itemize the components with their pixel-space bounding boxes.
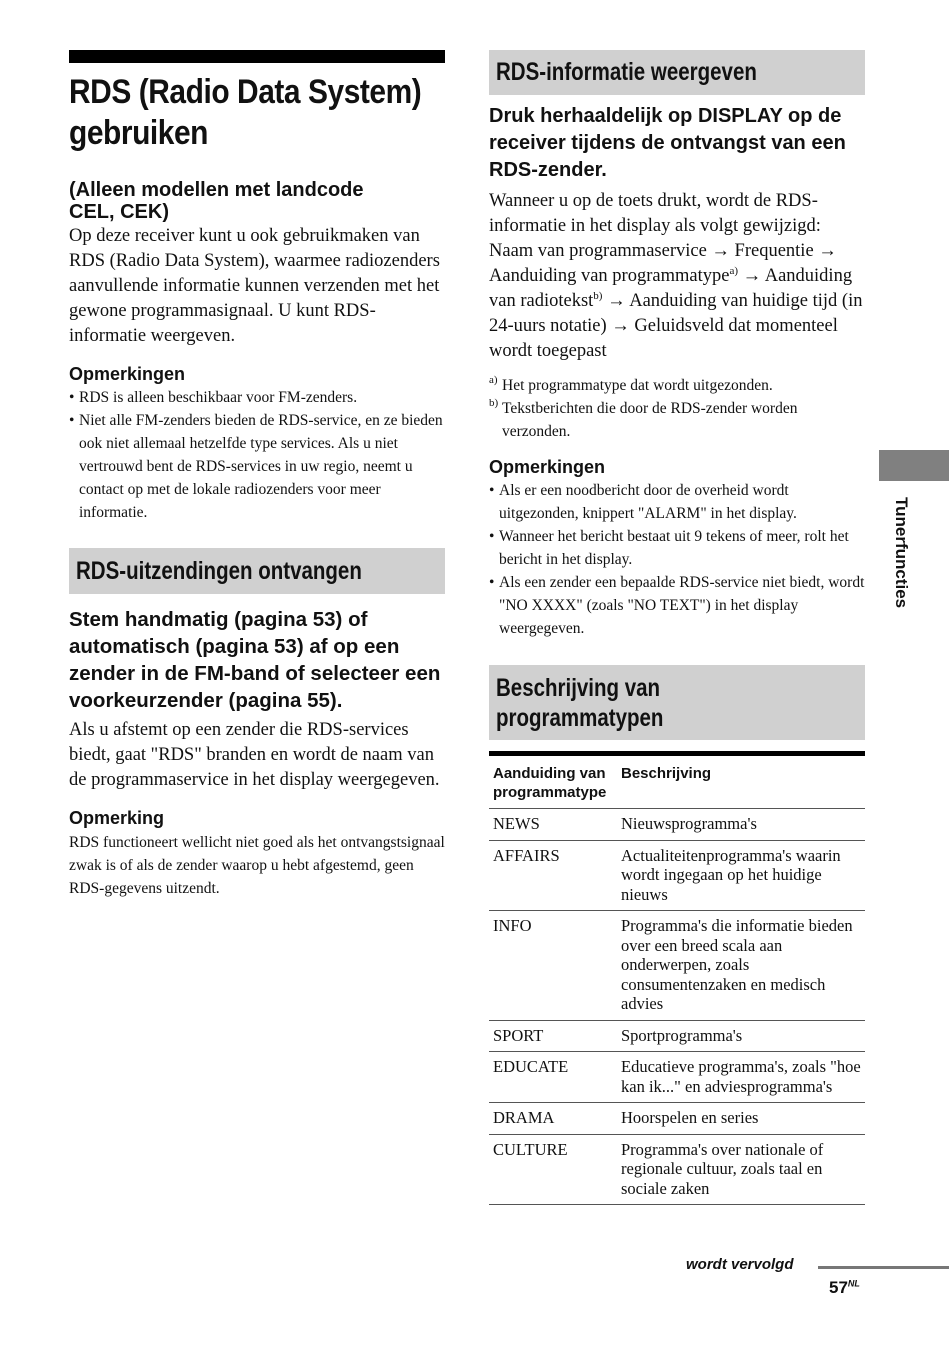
note-item: • RDS is alleen beschikbaar voor FM-zenders. (69, 386, 445, 409)
table-row (489, 1103, 865, 1135)
model-subheading-line2: CEL, CEK) (69, 201, 169, 223)
column-header-type: Aanduiding van programmatype (493, 765, 607, 801)
table-row (489, 840, 865, 911)
description-cell: Nieuwsprogramma's (617, 809, 865, 841)
left-column (69, 50, 445, 900)
type-cell: DRAMA (489, 1103, 617, 1135)
description-cell: Programma's die informatie bieden over een breed scala aan onderwerpen, zoals consumentenzaken en medisch advies (617, 911, 865, 1021)
table-row (489, 809, 865, 841)
note-item: • Als een zender een bepaalde RDS-service niet biedt, wordt "NO XXXX" (zoals "NO TEXT") in het display weergegeven. (489, 571, 865, 640)
table-row (489, 1052, 865, 1103)
note-heading: Opmerking (69, 808, 165, 828)
note-text: RDS functioneert wellicht niet goed als het ontvangstsignaal zwak is of als de zender waarop u hebt afgestemd, geen RDS-gegevens uitzendt. (69, 834, 445, 897)
note-item: • Niet alle FM-zenders bieden de RDS-service, en ze bieden ook niet allemaal hetzelfde type services. Als u niet vertrouwd bent de RDS-services in uw regio, neemt u contact op met de lokale radiozenders voor meer informatie. (69, 409, 445, 524)
footnote-b: b) Tekstberichten die door de RDS-zender worden verzonden. (489, 397, 798, 440)
sequence-text: Aanduiding van huidige tijd (in 24-uurs notatie) (489, 291, 863, 336)
page-number-value: 57 (829, 1278, 848, 1297)
page-title-line1: RDS (Radio Data System) (69, 73, 422, 111)
page-number (829, 1278, 860, 1298)
footnote-mark: b) (593, 289, 603, 302)
type-cell: SPORT (489, 1020, 617, 1052)
page-title (69, 72, 445, 154)
sequence-text: Aanduiding van programmatype (489, 266, 730, 286)
type-cell: CULTURE (489, 1134, 617, 1205)
chapter-tab-label (889, 497, 913, 637)
page-title-line2: gebruiken (69, 114, 209, 152)
sequence-text: Aanduiding van radiotekst (489, 266, 853, 311)
section-heading-receive (69, 548, 445, 594)
description-cell: Sportprogramma's (617, 1020, 865, 1052)
step-heading-tune: Stem handmatig (pagina 53) of automatisch (pagina 53) af op een zender in de FM-band of selecteer een voorkeurzender (pagina 55). (69, 608, 441, 712)
program-types-table (489, 756, 865, 1205)
table-header-row (489, 756, 865, 809)
type-cell: NEWS (489, 809, 617, 841)
table-row (489, 1134, 865, 1205)
page-number-suffix: NL (847, 1278, 860, 1289)
type-cell: EDUCATE (489, 1052, 617, 1103)
arrow-icon: → (742, 266, 762, 286)
type-cell: AFFAIRS (489, 840, 617, 911)
model-subheading-line1: (Alleen modellen met landcode (69, 179, 364, 201)
description-cell: Programma's over nationale of regionale cultuur, zoals taal en sociale zaken (617, 1134, 865, 1205)
note-item: • Wanneer het bericht bestaat uit 9 tekens of meer, rolt het bericht in het display. (489, 525, 865, 571)
arrow-icon: → (711, 241, 730, 261)
model-subheading (69, 179, 445, 223)
section-heading-line2: programmatypen (496, 703, 664, 732)
footnote-b-text: Tekstberichten die door de RDS-zender worden verzonden. (502, 400, 798, 440)
description-cell: Hoorspelen en series (617, 1103, 865, 1135)
chapter-tab-label-text: Tunerfuncties (892, 497, 911, 609)
notes-heading: Opmerkingen (489, 457, 606, 477)
table-row (489, 1020, 865, 1052)
right-column (489, 50, 865, 1205)
type-cell: INFO (489, 911, 617, 1021)
sequence-text: Geluidsveld dat momenteel wordt toegepast (489, 316, 838, 361)
section-heading-line1: Beschrijving van (496, 673, 661, 702)
footnote-mark: a) (729, 264, 738, 277)
arrow-icon: → (818, 241, 837, 261)
title-top-rule (69, 50, 445, 63)
chapter-tab-marker (879, 450, 949, 481)
note-item: • Als er een noodbericht door de overheid wordt uitgezonden, knippert "ALARM" in het display. (489, 479, 865, 525)
column-header-description: Beschrijving (621, 765, 712, 782)
intro-paragraph: Op deze receiver kunt u ook gebruikmaken van RDS (Radio Data System), waarmee radiozenders aanvullende informatie kunnen verzenden met het gewone programmasignaal. U kunt RDS-informatie weergeven. (69, 226, 440, 346)
arrow-icon: → (611, 316, 630, 336)
table-row (489, 911, 865, 1021)
step-body-tune: Als u afstemt op een zender die RDS-services biedt, gaat "RDS" branden en wordt de naam van de programmaservice in het display weergegeven. (69, 720, 440, 790)
section-heading-program-types (489, 665, 865, 740)
section-heading-program-types-text (496, 673, 857, 733)
step-heading-display: Druk herhaaldelijk op DISPLAY op de receiver tijdens de ontvangst van een RDS-zender. (489, 105, 846, 181)
footnote-a: a) Het programmatype dat wordt uitgezonden. (489, 374, 773, 394)
description-cell: Actualiteitenprogramma's waarin wordt ingegaan op het huidige nieuws (617, 840, 865, 911)
description-cell: Educatieve programma's, zoals "hoe kan ik..." en adviesprogramma's (617, 1052, 865, 1103)
footnote-a-text: Het programmatype dat wordt uitgezonden. (502, 377, 773, 394)
continued-indicator: wordt vervolgd (686, 1256, 794, 1273)
sequence-text: Wanneer u op de toets drukt, wordt de RDS-informatie in het display als volgt gewijzigd: Naam van programmaservice (489, 191, 821, 261)
display-sequence-paragraph (489, 189, 865, 364)
continued-rule (818, 1266, 949, 1269)
arrow-icon: → (607, 291, 626, 311)
section-heading-receive-text: RDS-uitzendingen ontvangen (76, 556, 362, 585)
section-heading-display (489, 50, 865, 95)
notes-heading: Opmerkingen (69, 364, 186, 384)
section-heading-display-text: RDS-informatie weergeven (496, 58, 757, 86)
sequence-text: Frequentie (734, 241, 814, 261)
